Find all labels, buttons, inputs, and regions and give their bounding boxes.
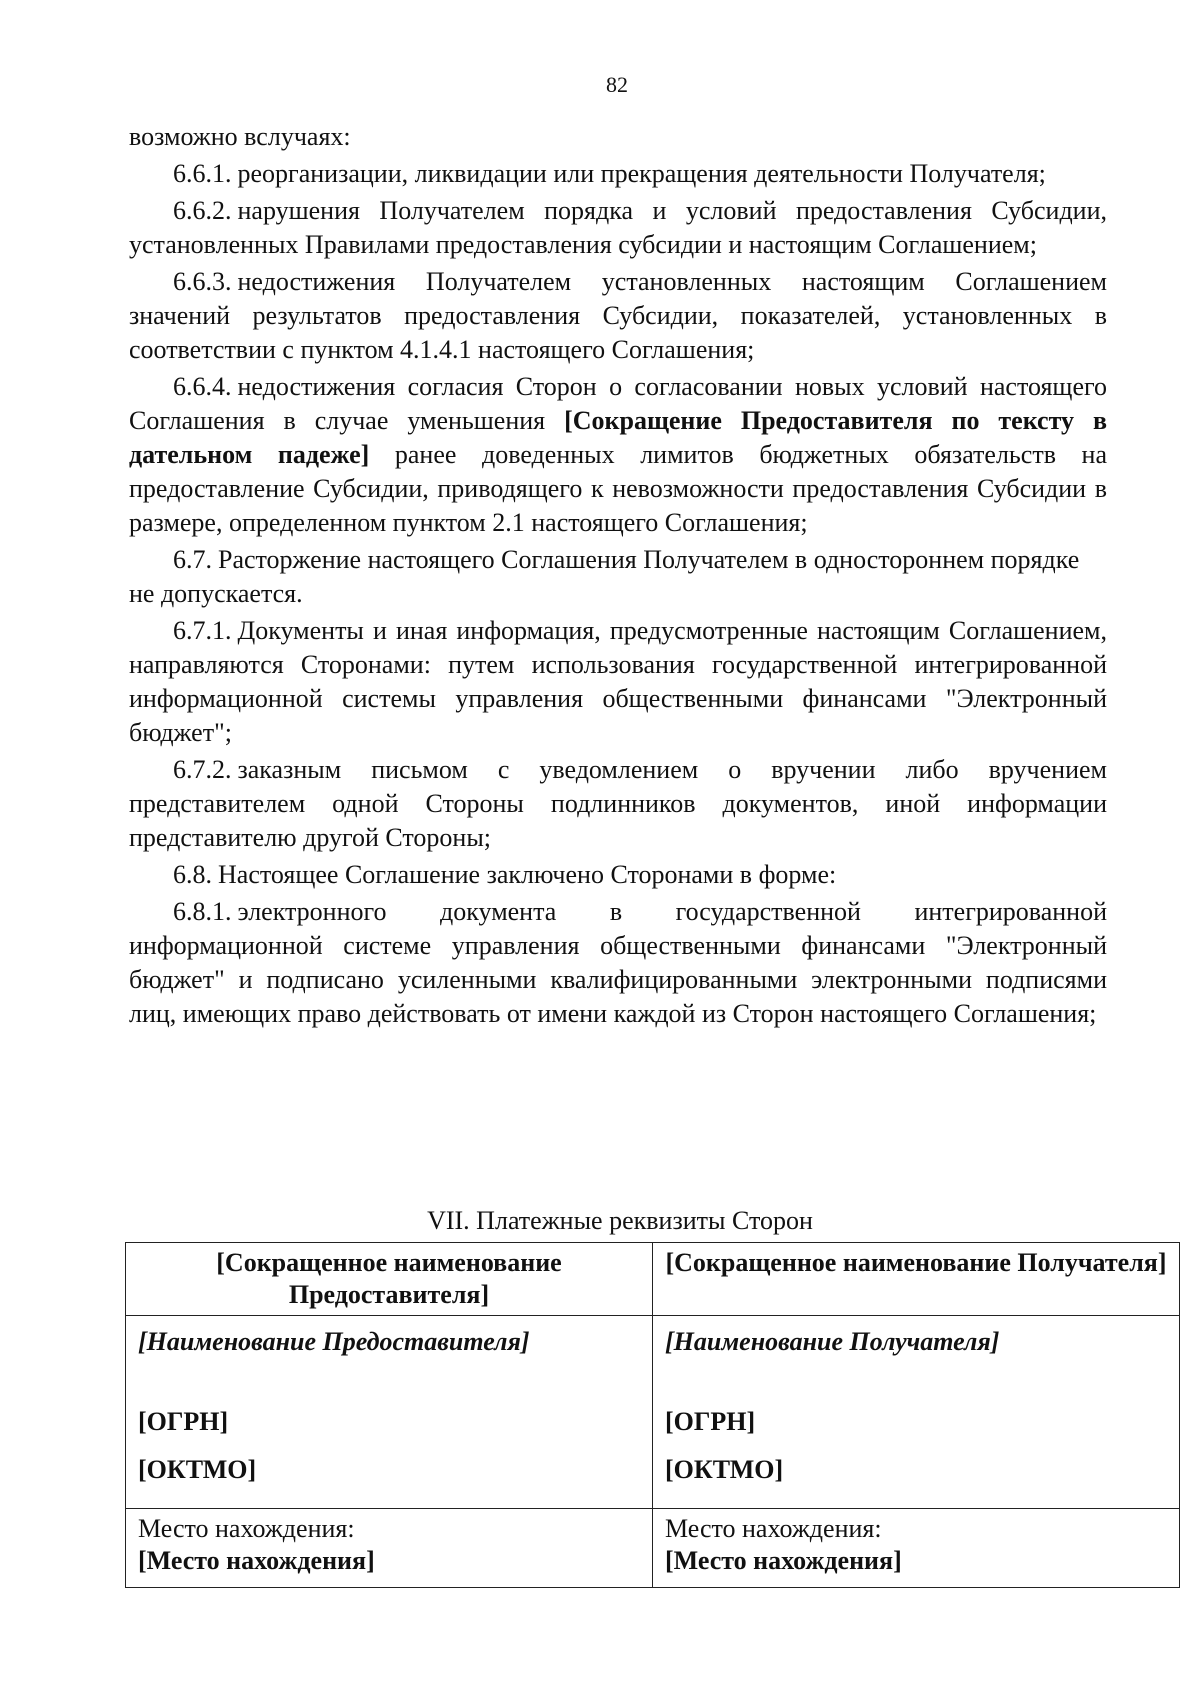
paragraph-number: 6.8. bbox=[173, 860, 212, 889]
paragraph-number: 6.7.1. bbox=[173, 616, 232, 645]
paragraph-text: возможно вслучаях: bbox=[129, 122, 351, 151]
paragraph-6-6-4 bbox=[129, 370, 1107, 540]
recipient-location-label: Место нахождения: bbox=[665, 1514, 882, 1543]
paragraph-6-8-1 bbox=[129, 895, 1107, 1031]
provider-location-cell bbox=[126, 1509, 653, 1588]
paragraph-number: 6.6.3. bbox=[173, 267, 232, 296]
placeholder-provider-dative: [Сокращение Предоставителя по тексту в дательном падеже] bbox=[129, 406, 1108, 469]
table-row bbox=[126, 1509, 1180, 1588]
section-heading: VII. Платежные реквизиты Сторон bbox=[427, 1206, 813, 1235]
document-body bbox=[129, 120, 1107, 1034]
paragraph-text-continued: ранее доведенных лимитов бюджетных обязательств на предоставление Субсидии, приводящего к невозможности предоставления Субсидии в размере, определенном пунктом 2.1 настоящего Соглашения; bbox=[129, 440, 1108, 537]
paragraph-number: 6.6.2. bbox=[173, 196, 232, 225]
provider-name: [Наименование Предоставителя] bbox=[138, 1327, 530, 1356]
paragraph-text: реорганизации, ликвидации или прекращения деятельности Получателя; bbox=[237, 159, 1046, 188]
paragraph-number: 6.7.2. bbox=[173, 755, 232, 784]
spacer bbox=[665, 1358, 1167, 1406]
payment-requisites-table bbox=[125, 1242, 1180, 1588]
provider-header-cell: [Сокращенное наименование Предоставителя] bbox=[126, 1243, 653, 1316]
paragraph-text: заказным письмом с уведомлением о вручении либо вручением представителем одной Стороны подлинников документов, иной информации представителю другой Стороны; bbox=[129, 755, 1107, 852]
table-row bbox=[126, 1316, 1180, 1509]
paragraph-text: Расторжение настоящего Соглашения Получателем в одностороннем порядке не допускается. bbox=[129, 545, 1080, 608]
recipient-name: [Наименование Получателя] bbox=[665, 1327, 1000, 1356]
spacer bbox=[138, 1358, 640, 1406]
recipient-ogrn: [ОГРН] bbox=[665, 1407, 756, 1436]
paragraph-text: нарушения Получателем порядка и условий предоставления Субсидии, установленных Правилами предоставления субсидии и настоящим Соглашением; bbox=[129, 196, 1107, 259]
paragraph-intro bbox=[129, 120, 1107, 154]
recipient-oktmo: [ОКТМО] bbox=[665, 1455, 784, 1484]
provider-ogrn: [ОГРН] bbox=[138, 1407, 229, 1436]
paragraph-6-6-3 bbox=[129, 265, 1107, 367]
paragraph-number: 6.6.1. bbox=[173, 159, 232, 188]
paragraph-text: Документы и иная информация, предусмотренные настоящим Соглашением, направляются Сторонами: путем использования государственной интегрированной информационной системы управления общественными финансами "Электронный бюджет"; bbox=[129, 616, 1107, 747]
paragraph-6-7-2 bbox=[129, 753, 1107, 855]
recipient-location-value: [Место нахождения] bbox=[665, 1546, 902, 1575]
paragraph-number: 6.8.1. bbox=[173, 897, 232, 926]
recipient-location-cell bbox=[653, 1509, 1180, 1588]
paragraph-number: 6.7. bbox=[173, 545, 212, 574]
paragraph-text: Настоящее Соглашение заключено Сторонами в форме: bbox=[218, 860, 837, 889]
table-row bbox=[126, 1243, 1180, 1316]
paragraph-6-8 bbox=[129, 858, 1107, 892]
provider-details-cell bbox=[126, 1316, 653, 1509]
recipient-details-cell bbox=[653, 1316, 1180, 1509]
recipient-header-cell: [Сокращенное наименование Получателя] bbox=[653, 1243, 1180, 1316]
provider-location-label: Место нахождения: bbox=[138, 1514, 355, 1543]
paragraph-6-7-1 bbox=[129, 614, 1107, 750]
paragraph-6-6-2 bbox=[129, 194, 1107, 262]
page-number: 82 bbox=[606, 72, 628, 97]
provider-oktmo: [ОКТМО] bbox=[138, 1455, 257, 1484]
paragraph-text: недостижения Получателем установленных настоящим Соглашением значений результатов предоставления Субсидии, показателей, установленных в соответствии с пунктом 4.1.4.1 настоящего Соглашения; bbox=[129, 267, 1107, 364]
paragraph-number: 6.6.4. bbox=[173, 372, 232, 401]
paragraph-text: электронного документа в государственной интегрированной информационной системе управления общественными финансами "Электронный бюджет" и подписано усиленными квалифицированными электронными подписями лиц, имеющих право действовать от имени каждой из Сторон настоящего Соглашения; bbox=[129, 897, 1107, 1028]
provider-location-value: [Место нахождения] bbox=[138, 1546, 375, 1575]
paragraph-6-7 bbox=[129, 543, 1107, 611]
paragraph-6-6-1 bbox=[129, 157, 1107, 191]
paragraph-text: недостижения согласия Сторон о согласовании новых условий настоящего Соглашения в случае уменьшения bbox=[129, 372, 1107, 435]
